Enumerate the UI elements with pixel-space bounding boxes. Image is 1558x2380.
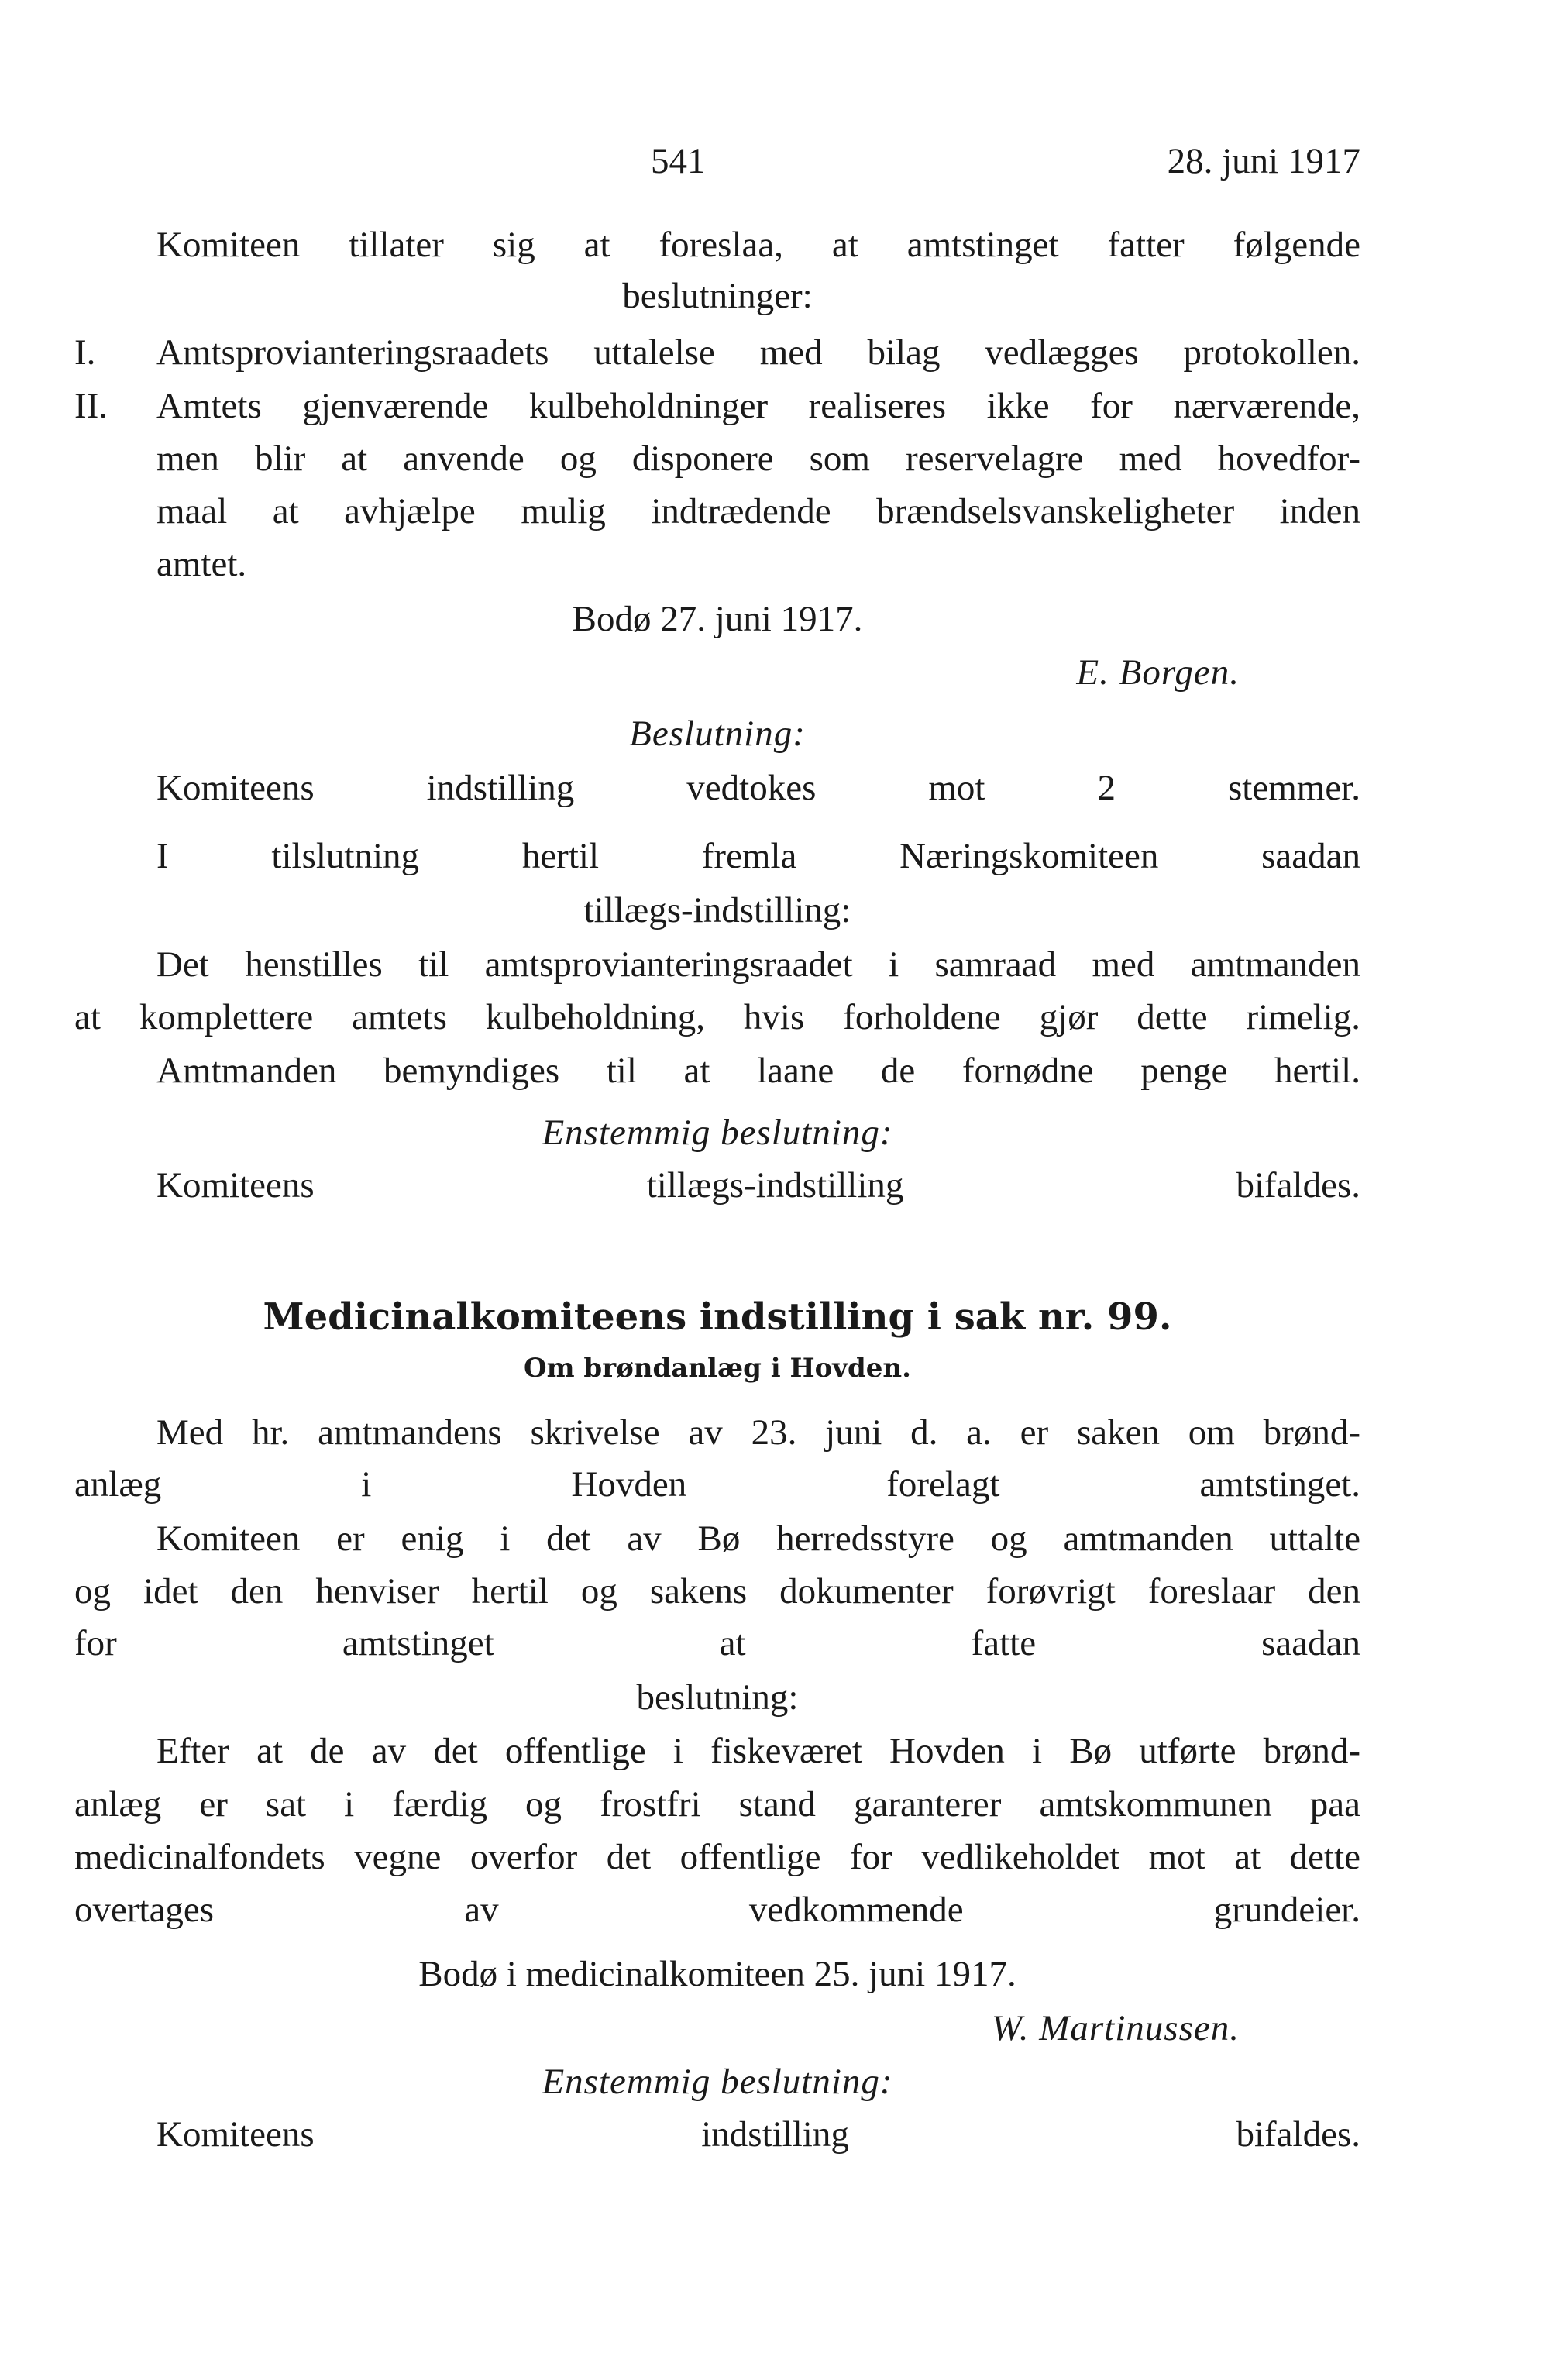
section3-para3-line4: overtages av vedkommende grundeier. bbox=[74, 1890, 1360, 1930]
section1-signature: E. Borgen. bbox=[1076, 652, 1240, 693]
section3-signature: W. Martinussen. bbox=[991, 2008, 1240, 2048]
section3-place-date: Bodø i medicinalkomiteen 25. juni 1917. bbox=[418, 1954, 1016, 1994]
section3-decision-heading: Enstemmig beslutning: bbox=[542, 2062, 893, 2102]
page-number: 541 bbox=[651, 141, 706, 181]
section1-intro-line2: beslutninger: bbox=[622, 276, 813, 316]
item-2-line3: maal at avhjælpe mulig indtrædende brændselsvanskeligheter inden bbox=[156, 491, 1360, 531]
section1-intro-line1: Komiteen tillater sig at foreslaa, at amtstinget fatter følgende bbox=[156, 225, 1360, 265]
section3-para3-line1: Efter at de av det offentlige i fiskeværet Hovden i Bø utførte brønd- bbox=[156, 1731, 1360, 1771]
item-marker-1: I. bbox=[74, 332, 96, 373]
header-date: 28. juni 1917 bbox=[1167, 141, 1360, 181]
section1-decision-heading: Beslutning: bbox=[629, 714, 806, 754]
section3-decision-text: Komiteens indstilling bifaldes. bbox=[156, 2114, 1360, 2155]
section3-subtitle: Om brøndanlæg i Hovden. bbox=[524, 1353, 911, 1384]
item-2-line1: Amtets gjenværende kulbeholdninger realiseres ikke for nærværende, bbox=[156, 386, 1360, 426]
section1-place-date: Bodø 27. juni 1917. bbox=[572, 599, 863, 639]
item-marker-2: II. bbox=[74, 386, 108, 426]
section3-para3-line2: anlæg er sat i færdig og frostfri stand garanterer amtskommunen paa bbox=[74, 1784, 1360, 1825]
item-2-line4: amtet. bbox=[156, 544, 247, 584]
item-2-line2: men blir at anvende og disponere som reservelagre med hovedfor- bbox=[156, 439, 1360, 479]
section2-intro-line2: tillægs-indstilling: bbox=[583, 890, 851, 930]
section2-intro-line1: I tilslutning hertil fremla Næringskomiteen saadan bbox=[156, 836, 1360, 876]
section3-para2-label: beslutning: bbox=[636, 1677, 799, 1718]
section3-title: Medicinalkomiteens indstilling i sak nr. 99. bbox=[263, 1295, 1172, 1339]
section3-para2-line3: for amtstinget at fatte saadan bbox=[74, 1623, 1360, 1663]
section3-para3-line3: medicinalfondets vegne overfor det offentlige for vedlikeholdet mot at dette bbox=[74, 1837, 1360, 1877]
section1-decision-text: Komiteens indstilling vedtokes mot 2 stemmer. bbox=[156, 768, 1360, 808]
section3-para1-line2: anlæg i Hovden forelagt amtstinget. bbox=[74, 1464, 1360, 1505]
item-1-line1: Amtsprovianteringsraadets uttalelse med bilag vedlægges protokollen. bbox=[156, 332, 1360, 373]
section2-decision-text: Komiteens tillægs-indstilling bifaldes. bbox=[156, 1165, 1360, 1205]
section2-body-line3: Amtmanden bemyndiges til at laane de fornødne penge hertil. bbox=[156, 1051, 1360, 1091]
section3-para2-line1: Komiteen er enig i det av Bø herredsstyre og amtmanden uttalte bbox=[156, 1518, 1360, 1559]
section3-para1-line1: Med hr. amtmandens skrivelse av 23. juni d. a. er saken om brønd- bbox=[156, 1412, 1360, 1453]
section2-body-line1: Det henstilles til amtsprovianteringsraadet i samraad med amtmanden bbox=[156, 944, 1360, 985]
section2-body-line2: at komplettere amtets kulbeholdning, hvis forholdene gjør dette rimelig. bbox=[74, 997, 1360, 1037]
section3-para2-line2: og idet den henviser hertil og sakens dokumenter forøvrigt foreslaar den bbox=[74, 1571, 1360, 1611]
section2-decision-heading: Enstemmig beslutning: bbox=[542, 1113, 893, 1153]
